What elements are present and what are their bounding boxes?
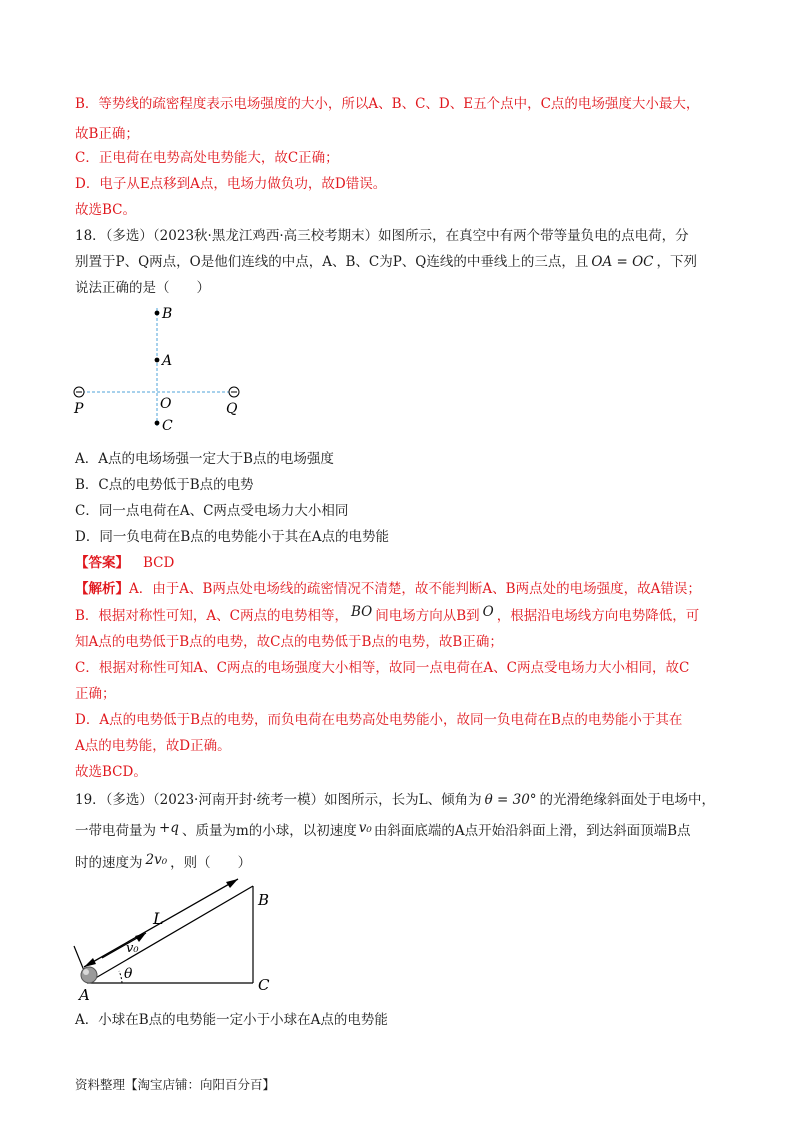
q18-option-c: C．同一点电荷在A、C两点受电场力大小相同 bbox=[75, 503, 349, 519]
q19-stem-line2: 一带电荷量为 +q 、质量为m的小球，以初速度 v₀ 由斜面底端的A点开始沿斜面上滑，到达斜面顶端B点 bbox=[75, 820, 691, 839]
q18-equation: OA = OC bbox=[591, 254, 654, 270]
label-theta: θ bbox=[124, 966, 133, 982]
q18-analysis-line6: D．A点的电势低于B点的电势，而负电荷在电势高处电势能小，故同一负电荷在B点的电势能小于其在 bbox=[75, 712, 683, 728]
label-v0: v₀ bbox=[126, 941, 139, 956]
q18-stem-line2: 别置于P、Q两点，O是他们连线的中点，A、B、C为P、Q连线的中垂线上的三点，且 OA = OC ，下列 bbox=[75, 254, 697, 270]
q19-incline-figure bbox=[66, 872, 296, 1007]
ball-icon bbox=[81, 967, 97, 983]
q18-analysis-line2: B．根据对称性可知，A、C两点的电势相等， BO 间电场方向从B到 O ，根据沿电场线方向电势降低，可 bbox=[75, 604, 700, 624]
q18-analysis-line3: 知A点的电势低于B点的电势，故C点的电势低于B点的电势，故B正确； bbox=[75, 634, 503, 650]
page-footer: 资料整理【淘宝店铺：向阳百分百】 bbox=[75, 1077, 276, 1092]
q18-figure bbox=[60, 300, 260, 440]
q17-option-d: D．电子从E点移到A点，电场力做负功，故D错误。 bbox=[75, 176, 387, 192]
q19-stem-line3: 时的速度为 2v₀ ，则（ ） bbox=[75, 852, 252, 871]
label-b: B bbox=[258, 891, 270, 909]
q19-angle-eq: θ = 30° bbox=[484, 792, 537, 808]
q19-stem-line1: 19．（多选）（2023·河南开封·统考一模）如图所示，长为L、倾角为 θ = 30° 的光滑绝缘斜面处于电场中， bbox=[75, 792, 716, 808]
q18-option-a: A．A点的电场场强一定大于B点的电场强度 bbox=[75, 451, 334, 467]
label-o: O bbox=[160, 396, 172, 412]
q18-option-b: B．C点的电势低于B点的电势 bbox=[75, 477, 254, 493]
label-c: C bbox=[258, 976, 270, 994]
label-a: A bbox=[79, 986, 90, 1004]
label-q: Q bbox=[226, 401, 238, 417]
q17-option-c: C．正电荷在电势高处电势能大，故C正确； bbox=[75, 150, 339, 166]
q17-option-b-line2: 故B正确； bbox=[75, 126, 139, 142]
q18-analysis-line4: C．根据对称性可知A、C两点的电场强度大小相等，故同一点电荷在A、C两点受电场力大小相同，故C bbox=[75, 660, 690, 676]
q19-option-a: A．小球在B点的电势能一定小于小球在A点的电势能 bbox=[75, 1012, 388, 1028]
q18-stem-line3: 说法正确的是（ ） bbox=[75, 280, 210, 296]
q17-final-answer: 故选BC。 bbox=[75, 202, 137, 218]
q18-analysis-line1: 【解析】A．由于A、B两点处电场线的疏密情况不清楚，故不能判断A、B两点处的电场强度，故A错误； bbox=[75, 581, 701, 597]
label-a: A bbox=[162, 353, 173, 369]
label-l: L bbox=[153, 909, 164, 928]
q18-analysis-line7: A点的电势能，故D正确。 bbox=[75, 738, 231, 754]
q18-final-answer: 故选BCD。 bbox=[75, 764, 147, 780]
label-c: C bbox=[162, 418, 173, 434]
q18-option-d: D．同一负电荷在B点的电势能小于其在A点的电势能 bbox=[75, 529, 389, 545]
q18-answer: 【答案】 BCD bbox=[75, 555, 175, 571]
q18-analysis-line5: 正确； bbox=[75, 686, 116, 702]
label-b: B bbox=[162, 306, 173, 322]
label-p: P bbox=[74, 401, 84, 417]
q18-stem-line1: 18．（多选）（2023秋·黑龙江鸡西·高三校考期末）如图所示，在真空中有两个带等量负电的点电荷，分 bbox=[75, 228, 689, 244]
q17-option-b-line1: B．等势线的疏密程度表示电场强度的大小，所以A、B、C、D、E五个点中，C点的电场强度大小最大， bbox=[75, 96, 700, 112]
